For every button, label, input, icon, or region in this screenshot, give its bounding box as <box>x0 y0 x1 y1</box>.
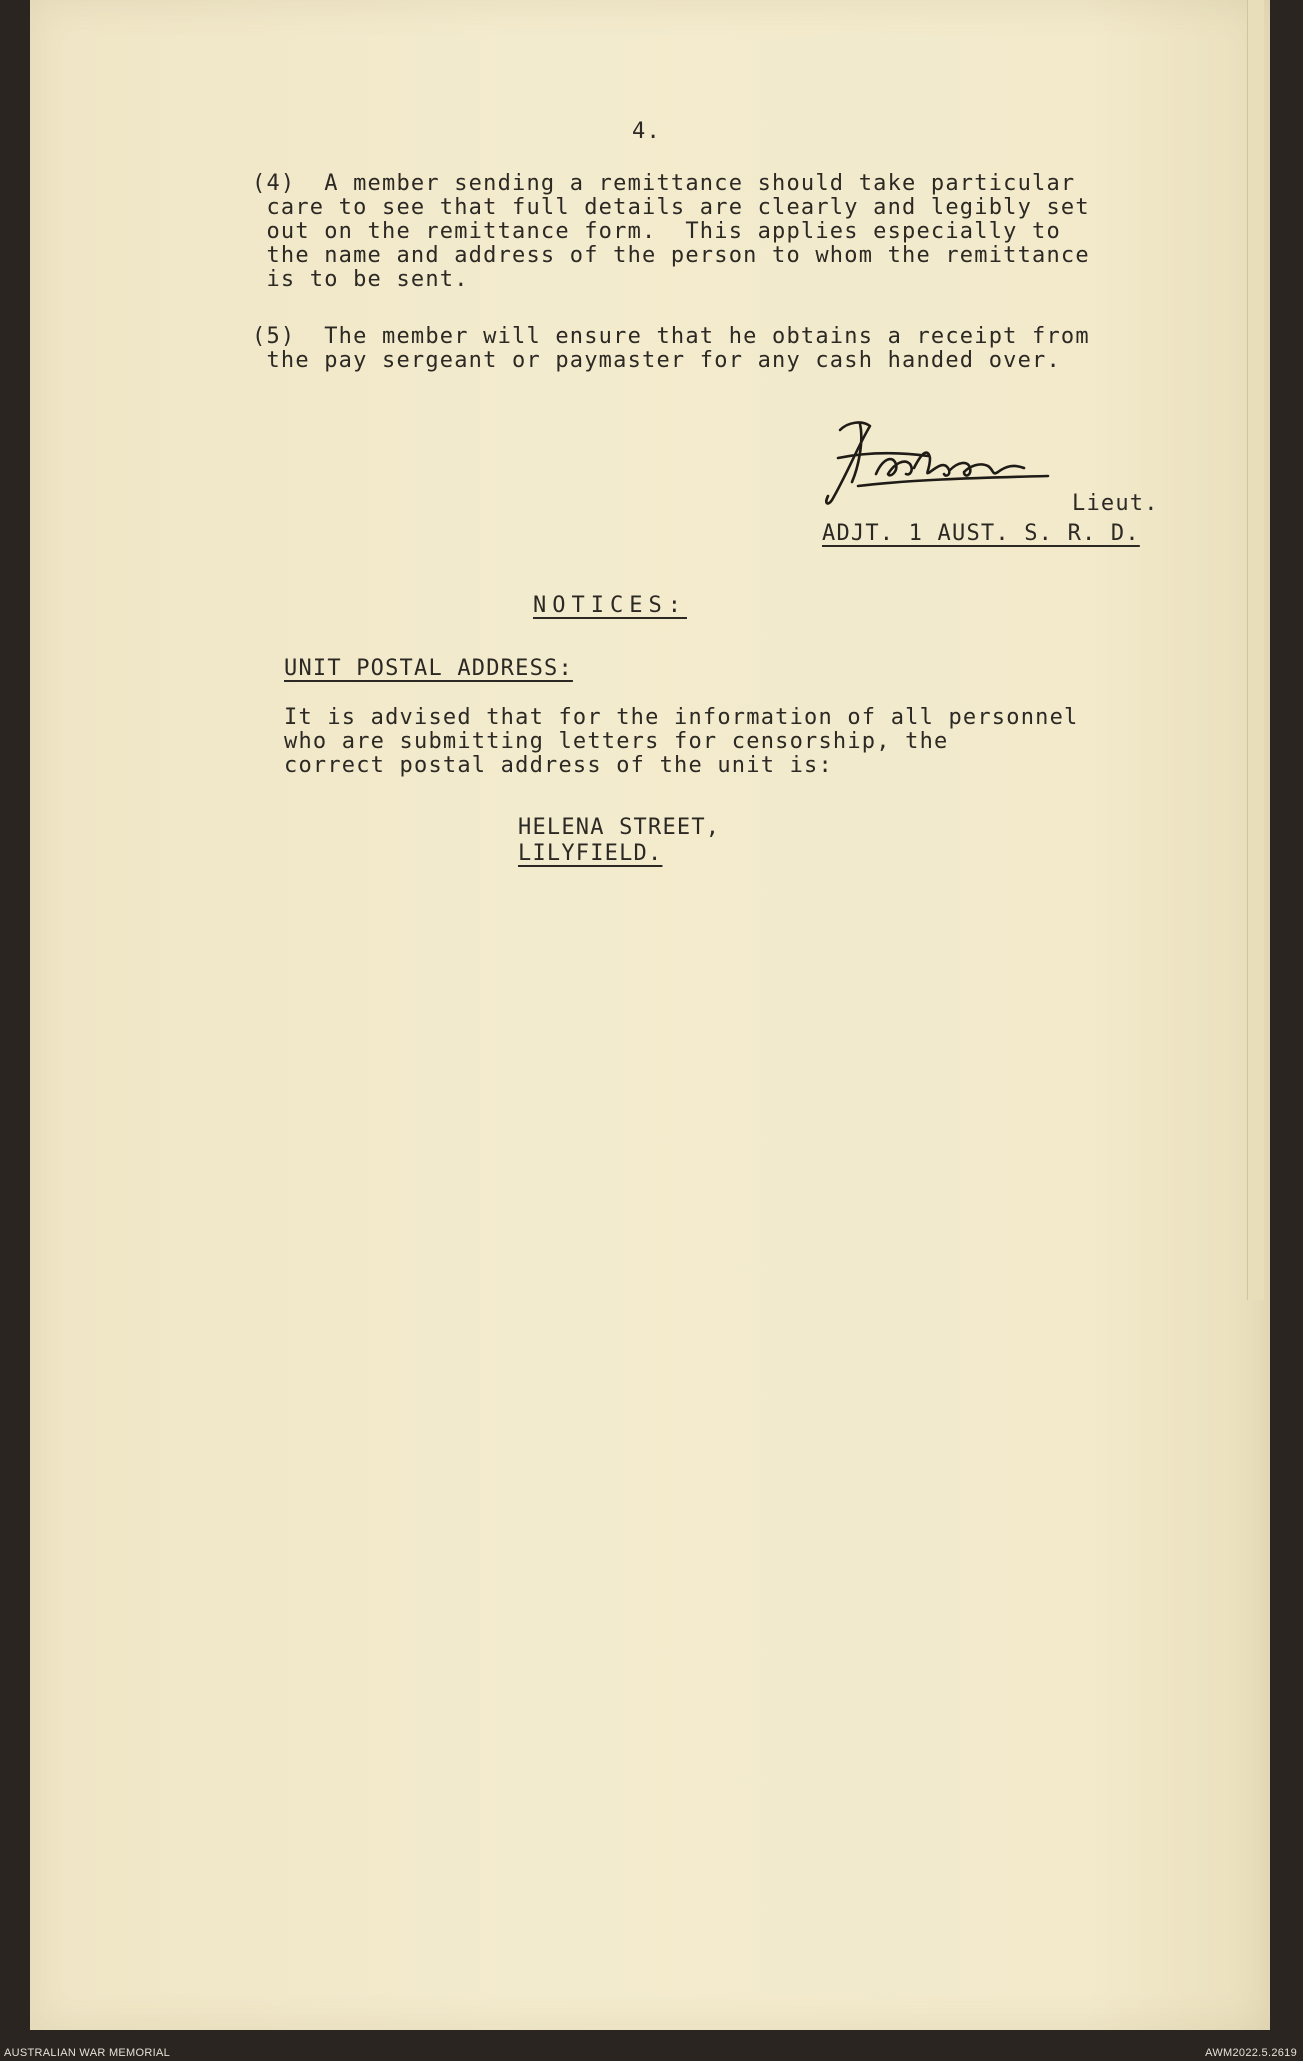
page-number: 4. <box>632 119 661 144</box>
footer-source: AUSTRALIAN WAR MEMORIAL <box>4 2047 171 2059</box>
paragraph-4 <box>252 172 1090 292</box>
address-line-2: LILYFIELD. <box>518 841 663 866</box>
paragraph-line: care to see that full details are clearly and legibly set <box>252 195 1090 220</box>
paragraph-line: correct postal address of the unit is: <box>284 753 833 778</box>
signatory-designation: ADJT. 1 AUST. S. R. D. <box>822 521 1140 546</box>
postal-address-heading: UNIT POSTAL ADDRESS: <box>284 656 573 681</box>
paragraph-line: (4) A member sending a remittance should take particular <box>252 171 1076 196</box>
notices-heading: NOTICES: <box>533 593 687 618</box>
paragraph-line: the name and address of the person to whom the remittance <box>252 243 1090 268</box>
paragraph-line: who are submitting letters for censorship, the <box>284 729 949 754</box>
paragraph-line: out on the remittance form. This applies especially to <box>252 219 1061 244</box>
document-page <box>30 0 1270 2030</box>
address-line-1: HELENA STREET, <box>518 815 721 840</box>
paragraph-line: (5) The member will ensure that he obtains a receipt from <box>252 324 1090 349</box>
paragraph-line: It is advised that for the information of all personnel <box>284 705 1079 730</box>
handwritten-signature <box>818 412 1078 512</box>
paragraph-5 <box>252 325 1090 373</box>
paragraph-line: the pay sergeant or paymaster for any cash handed over. <box>252 348 1061 373</box>
postal-address-body <box>284 706 1078 778</box>
signatory-rank: Lieut. <box>1072 491 1159 516</box>
footer-accession-number: AWM2022.5.2619 <box>1205 2047 1297 2059</box>
paragraph-line: is to be sent. <box>252 267 469 292</box>
page-edge <box>1247 0 1264 1300</box>
